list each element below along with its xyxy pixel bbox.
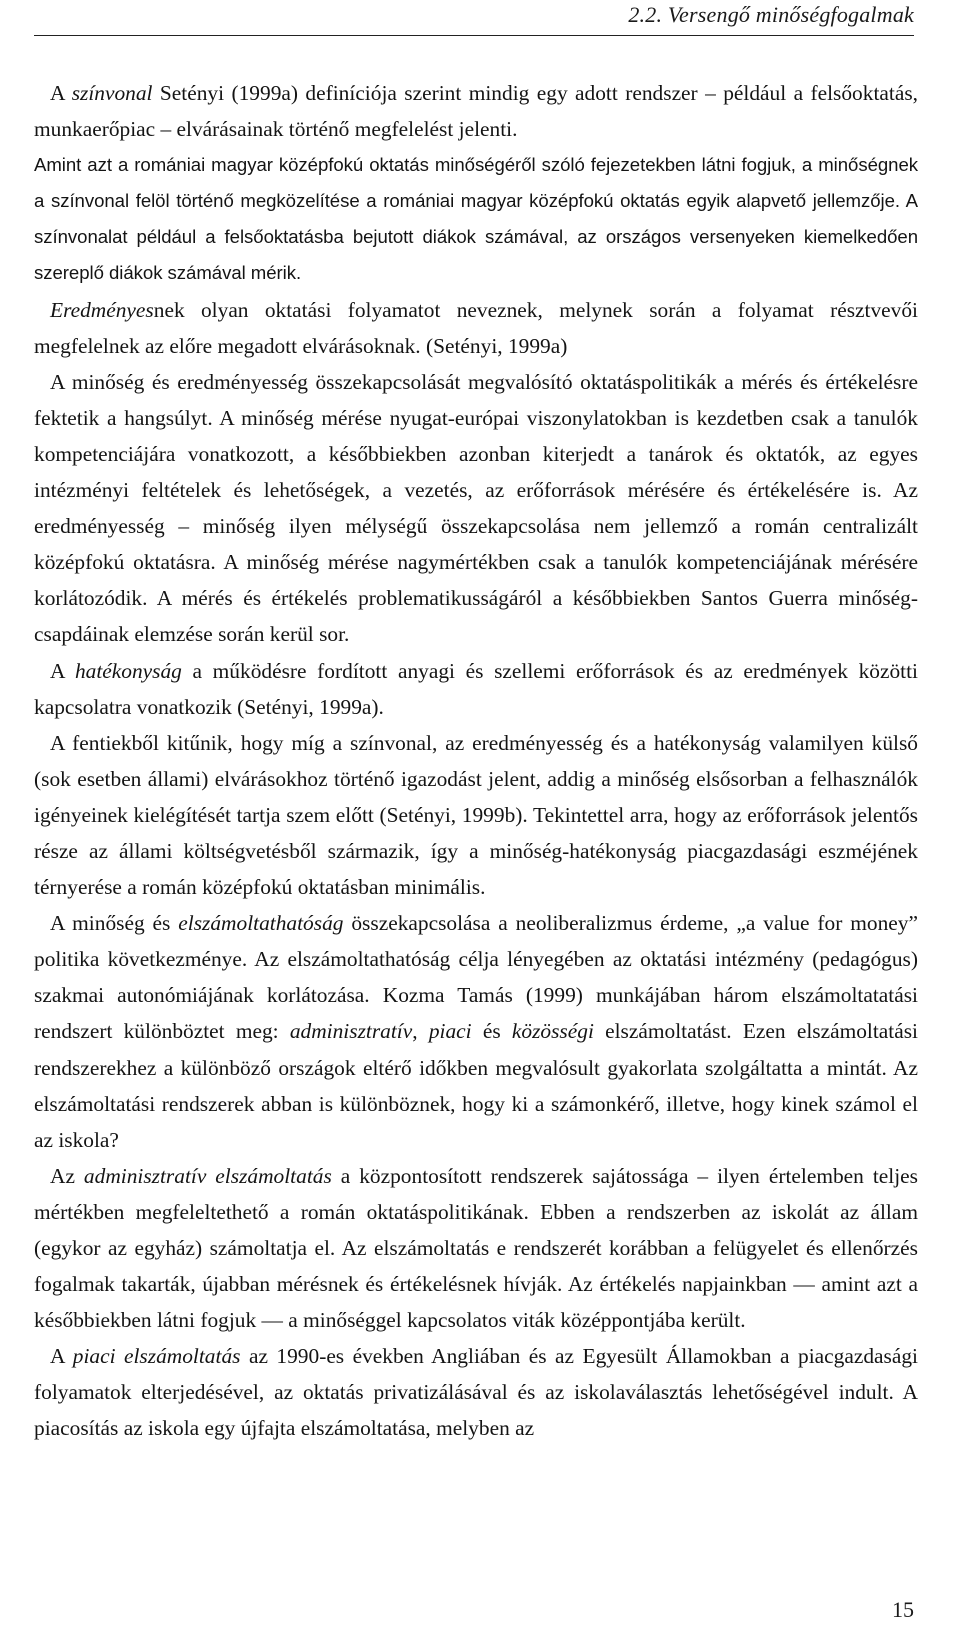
text-run: A [50,1344,73,1369]
body-text [34,75,918,1447]
text-run: A [50,658,75,683]
header-rule [34,35,914,36]
text-run: a működésre fordított anyagi és szellemi erőforrások és az eredmények közötti kapcsolatra vonatkozik (Setényi, 1999a). [34,658,918,719]
page-number: 15 [892,1597,914,1622]
text-run: elszámoltatást. Ezen elszámoltatási rendszerekhez a különböző országok eltérő időkben megvalósult gyakorlata szolgáltatta a mintát. Az elszámoltatási rendszerek abban is különböznek, hogy ki a számonkérő, illetve, hogy kinek számol el az iskola? [34,1019,918,1152]
paragraph [34,75,918,147]
section-title: 2.2. Versengő minőségfogalmak [628,2,914,27]
italic-term: piaci elszámoltatás [72,1344,241,1369]
italic-term: Eredményes [50,297,154,322]
italic-term: adminisztratív elszámoltatás [83,1163,332,1188]
italic-term: adminisztratív [289,1019,413,1044]
text-run: összekapcsolása a neoliberalizmus érdeme, „a value for money” politika következménye. Az elszámoltathatóság célja lényegében az oktatási intézmény (pedagógus) szakmai autonómiájának korlátozása. Kozma Tamás (1999) munkájában három elszámoltatatási rendszert különböztet meg: [34,911,918,1044]
text-run: nek olyan oktatási folyamatot neveznek, melynek során a folyamat résztvevői megfelelnek az előre megadott elvárásoknak. (Setényi, 1999a) [34,297,918,358]
text-run: Az [50,1163,84,1188]
italic-term: színvonal [71,81,153,105]
paragraph [34,292,918,364]
text-run: , [412,1019,429,1044]
text-run: A minőség és eredményesség összekapcsolását megvalósító oktatáspolitikák a mérés és értékelésre fektetik a hangsúlyt. A minőség mérése nyugat-európai viszonylatokban is kezdetben csak a tanulók kompetenciájára vonatkozott, a későbbiekben azonban kiterjedt a tanárok és oktatók, az egyes intézményi feltételek és lehetőségek, a vezetés, az erőforrások mérésére és értékelésére is. Az eredményesség – minőség ilyen mélységű összekapcsolása nem jellemző a román centralizált középfokú oktatásra. A minőség mérése nagymértékben csak a tanulók kompetenciájának mérésére korlátozódik. A mérés és értékelés problematikusságáról a későbbiekben Santos Guerra minőség-csapdáinak elemzése során kerül sor. [34,369,918,647]
text-run: a központosított rendszerek sajátossága – ilyen értelemben teljes mértékben megfeleltethető a román oktatáspolitikának. Ebben a rendszerben az iskolát az állam (egykor az egyház) számoltatja el. Az elszámoltatás e rendszerét korábban a felügyelet és ellenőrzés fogalmak takarták, újabban mérésnek és értékelésnek hívják. Az értékelés napjainkban — amint azt a későbbiekben látni fogjuk — a minőséggel kapcsolatos viták középpontjába került. [34,1163,918,1333]
italic-term: piaci [428,1019,472,1044]
italic-term: elszámoltathatóság [178,911,344,936]
running-header [0,0,960,41]
text-run: és [471,1019,512,1044]
paragraph [34,364,918,653]
text-run: A fentiekből kitűnik, hogy míg a színvonal, az eredményesség és a hatékonyság valamilyen külső (sok esetben állami) elvárásokhoz történő igazodást jelent, addig a minőség elsősorban a felhasználók igényeinek kielégítését tartja szem előtt (Setényi, 1999b). Tekintettel arra, hogy az erőforrások jelentős része az állami költségvetésből származik, így a minőség-hatékonyság piacgazdasági eszméjének térnyerése a román középfokú oktatásban minimális. [34,730,918,900]
italic-term: közösségi [511,1019,594,1044]
text-run: az 1990-es években Angliában és az Egyesült Államokban a piacgazdasági folyamatok elterjedésével, az oktatás privatizálásával és az iskolaválasztás lehetőségével indult. A piacosítás az iskola egy újfajta elszámoltatása, melyben az [34,1344,918,1441]
text-run: A minőség és [50,911,179,936]
paragraph [34,147,918,291]
text-run: Setényi (1999a) definíciója szerint mindig egy adott rendszer – például a felsőoktatás, munkaerőpiac – elvárásainak történő megfelelést jelenti. [34,81,918,142]
paragraph [34,905,918,1158]
text-run: A [50,81,72,105]
italic-term: hatékonyság [74,658,182,683]
text-run: Amint azt a romániai magyar középfokú oktatás minőségéről szóló fejezetekben látni fogjuk, a minőségnek a színvonal felöl történő megközelítése a romániai magyar középfokú oktatás egyik alapvető jellemzője. A színvonalat például a felsőoktatásba bejutott diákok számával, az országos versenyeken kiemelkedően szereplő diákok számával mérik. [34,154,918,284]
paragraph [34,1158,918,1338]
paragraph [34,653,918,725]
paragraph [34,1338,918,1446]
paragraph [34,725,918,905]
